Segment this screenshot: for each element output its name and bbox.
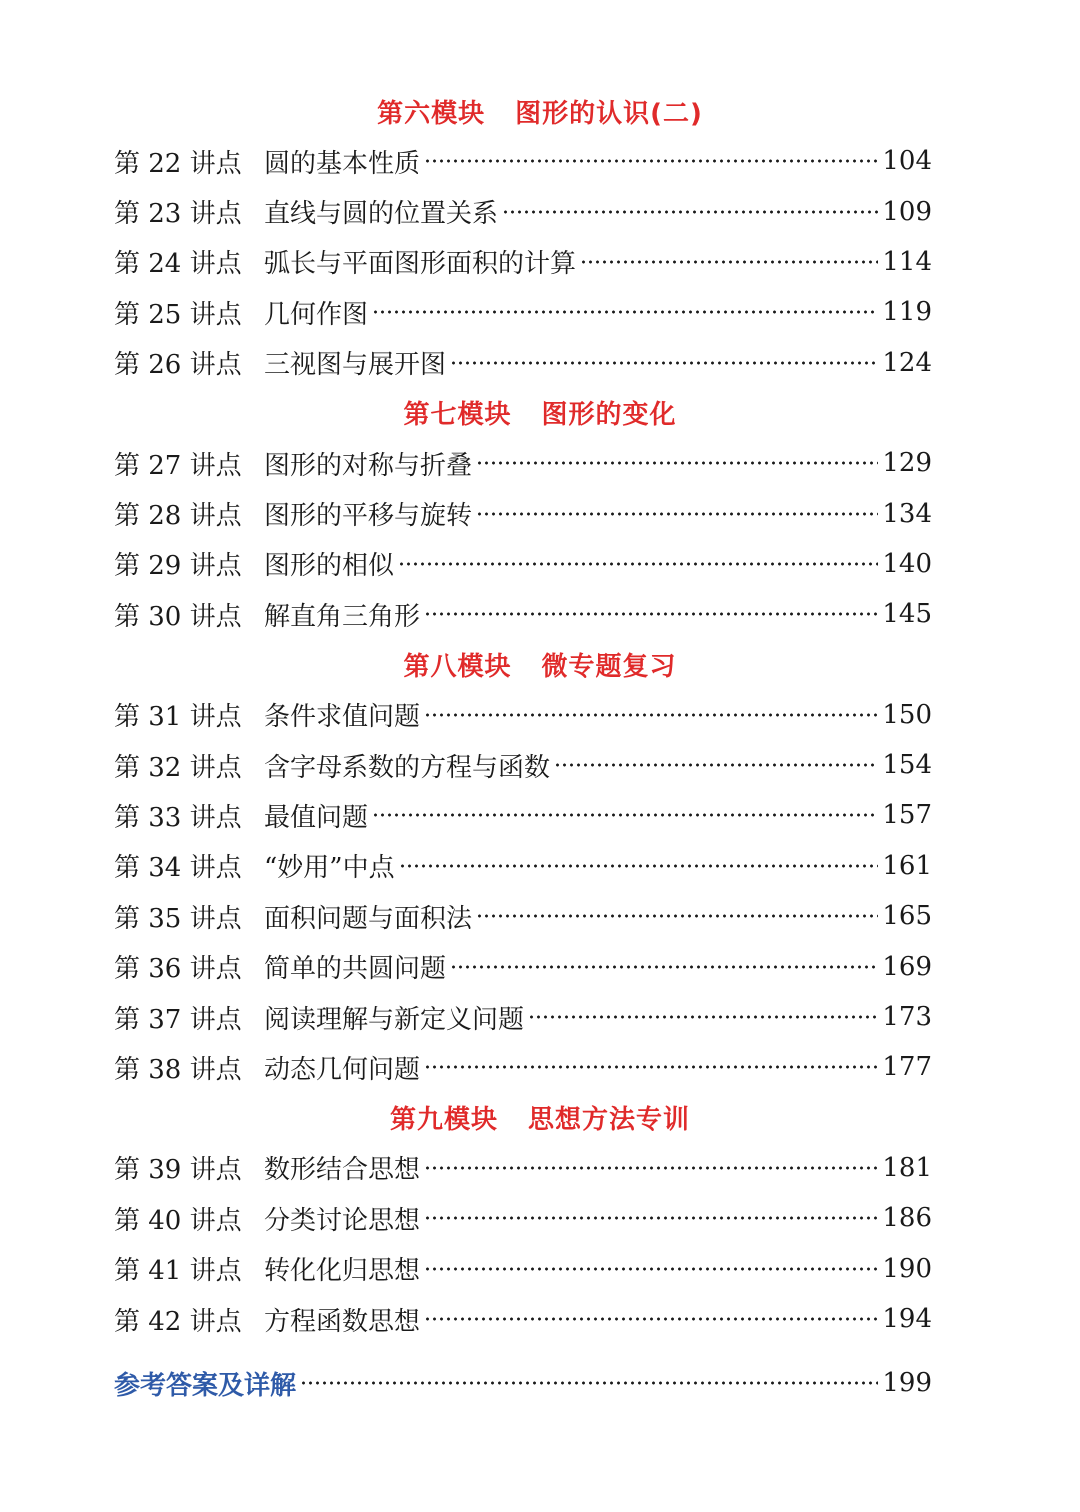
dot-leader	[424, 1317, 878, 1321]
lecture-number: 第 39 讲点	[114, 1155, 242, 1186]
lecture-number: 第 42 讲点	[114, 1306, 242, 1337]
lecture-title: 条件求值问题	[264, 702, 421, 733]
module-name: 微专题复习	[541, 652, 677, 683]
page-number: 104	[882, 146, 932, 177]
lecture-number: 第 30 讲点	[114, 601, 242, 632]
dot-leader	[424, 1267, 878, 1271]
lecture-number: 第 32 讲点	[114, 752, 242, 783]
toc-entry[interactable]	[114, 690, 932, 740]
toc-entry[interactable]	[114, 1193, 932, 1243]
toc-entry[interactable]	[114, 1294, 932, 1344]
dot-leader	[476, 461, 878, 465]
lecture-number: 第 25 讲点	[114, 299, 242, 330]
lecture-title: 分类讨论思想	[264, 1205, 421, 1236]
lecture-title: 转化化归思想	[264, 1256, 421, 1287]
module-heading	[0, 86, 1080, 136]
lecture-title: 阅读理解与新定义问题	[264, 1004, 525, 1035]
toc-entry[interactable]	[114, 1243, 932, 1293]
lecture-title: 图形的对称与折叠	[264, 450, 473, 481]
dot-leader	[450, 361, 878, 365]
dot-leader	[424, 159, 878, 163]
lecture-title: 解直角三角形	[264, 601, 421, 632]
lecture-number: 第 38 讲点	[114, 1054, 242, 1085]
lecture-title: 弧长与平面图形面积的计算	[264, 249, 577, 280]
lecture-number: 第 33 讲点	[114, 802, 242, 833]
lecture-title: 三视图与展开图	[264, 350, 447, 381]
module-heading	[0, 1093, 1080, 1143]
lecture-number: 第 41 讲点	[114, 1256, 242, 1287]
page-number: 134	[882, 498, 932, 529]
lecture-title: 图形的相似	[264, 551, 395, 582]
toc-entry[interactable]	[114, 136, 932, 186]
dot-leader	[372, 310, 878, 314]
page-number: 154	[882, 750, 932, 781]
module-name: 思想方法专训	[528, 1105, 691, 1136]
toc-entry[interactable]	[114, 539, 932, 589]
page-number: 169	[882, 951, 932, 982]
lecture-title: 圆的基本性质	[264, 148, 421, 179]
page-number: 109	[882, 196, 932, 227]
appendix-title: 参考答案及详解	[114, 1370, 297, 1401]
lecture-number: 第 34 讲点	[114, 853, 242, 884]
module-heading	[0, 640, 1080, 690]
page-number: 199	[882, 1368, 932, 1399]
dot-leader	[398, 562, 878, 566]
dot-leader	[424, 1065, 878, 1069]
page-number: 161	[882, 850, 932, 881]
lecture-title: 几何作图	[264, 299, 369, 330]
lecture-number: 第 40 讲点	[114, 1205, 242, 1236]
toc-entry[interactable]	[114, 740, 932, 790]
dot-leader	[399, 864, 879, 868]
module-name: 图形的变化	[541, 400, 677, 431]
page-number: 119	[882, 297, 932, 328]
toc-entry[interactable]	[114, 338, 932, 388]
toc-entry[interactable]	[114, 841, 932, 891]
page-number: 157	[882, 800, 932, 831]
lecture-number: 第 22 讲点	[114, 148, 242, 179]
lecture-number: 第 35 讲点	[114, 903, 242, 934]
module-label: 第七模块	[403, 400, 512, 431]
page-number: 186	[882, 1203, 932, 1234]
dot-leader	[554, 763, 878, 767]
page-number: 177	[882, 1052, 932, 1083]
dot-leader	[502, 210, 878, 214]
module-name: 图形的认识(二)	[515, 98, 703, 129]
lecture-title: 数形结合思想	[264, 1155, 421, 1186]
lecture-title: 图形的平移与旋转	[264, 501, 473, 532]
toc-entry[interactable]	[114, 1042, 932, 1092]
page-number: 114	[882, 246, 932, 277]
dot-leader	[528, 1015, 878, 1019]
page-number: 150	[882, 699, 932, 730]
dot-leader	[580, 260, 878, 264]
toc-entry[interactable]	[114, 287, 932, 337]
page-number: 145	[882, 599, 932, 630]
toc-entry[interactable]	[114, 237, 932, 287]
page-number: 194	[882, 1304, 932, 1334]
lecture-number: 第 28 讲点	[114, 501, 242, 532]
module-label: 第八模块	[403, 652, 512, 683]
dot-leader	[476, 512, 878, 516]
lecture-number: 第 36 讲点	[114, 954, 242, 985]
lecture-title: 面积问题与面积法	[264, 903, 473, 934]
page-number: 190	[882, 1253, 932, 1284]
toc-entry[interactable]	[114, 438, 932, 488]
lecture-number: 第 37 讲点	[114, 1004, 242, 1035]
dot-leader	[424, 713, 878, 717]
lecture-title: 直线与圆的位置关系	[264, 199, 499, 230]
lecture-number: 第 27 讲点	[114, 450, 242, 481]
lecture-number: 第 31 讲点	[114, 702, 242, 733]
toc-entry[interactable]	[114, 186, 932, 236]
toc-entry[interactable]	[114, 992, 932, 1042]
page-number: 129	[882, 448, 932, 479]
lecture-title: 动态几何问题	[264, 1054, 421, 1085]
appendix-entry[interactable]	[114, 1358, 932, 1408]
toc-entry[interactable]	[114, 790, 932, 840]
lecture-number: 第 26 讲点	[114, 350, 242, 381]
dot-leader	[450, 965, 878, 969]
lecture-title: 方程函数思想	[264, 1306, 421, 1337]
dot-leader	[424, 1216, 878, 1220]
lecture-number: 第 23 讲点	[114, 199, 242, 230]
dot-leader	[300, 1381, 878, 1385]
lecture-number: 第 24 讲点	[114, 249, 242, 280]
page-number: 181	[882, 1152, 932, 1183]
page-number: 165	[882, 901, 932, 932]
module-label: 第六模块	[377, 98, 486, 129]
lecture-title: 最值问题	[264, 802, 369, 833]
module-heading	[0, 388, 1080, 438]
lecture-number: 第 29 讲点	[114, 551, 242, 582]
dot-leader	[424, 612, 878, 616]
lecture-title: 简单的共圆问题	[264, 954, 447, 985]
toc-entry[interactable]	[114, 941, 932, 991]
module-label: 第九模块	[389, 1105, 498, 1136]
dot-leader	[372, 813, 878, 817]
page-number: 173	[882, 1002, 932, 1033]
lecture-title: “妙用”中点	[264, 853, 395, 884]
page-number: 140	[882, 548, 932, 579]
toc-entry[interactable]	[114, 589, 932, 639]
toc-entry[interactable]	[114, 891, 932, 941]
page-number: 124	[882, 347, 932, 378]
toc-entry[interactable]	[114, 1143, 932, 1193]
dot-leader	[424, 1166, 878, 1170]
dot-leader	[476, 914, 878, 918]
lecture-title: 含字母系数的方程与函数	[264, 752, 551, 783]
toc-entry[interactable]	[114, 488, 932, 538]
